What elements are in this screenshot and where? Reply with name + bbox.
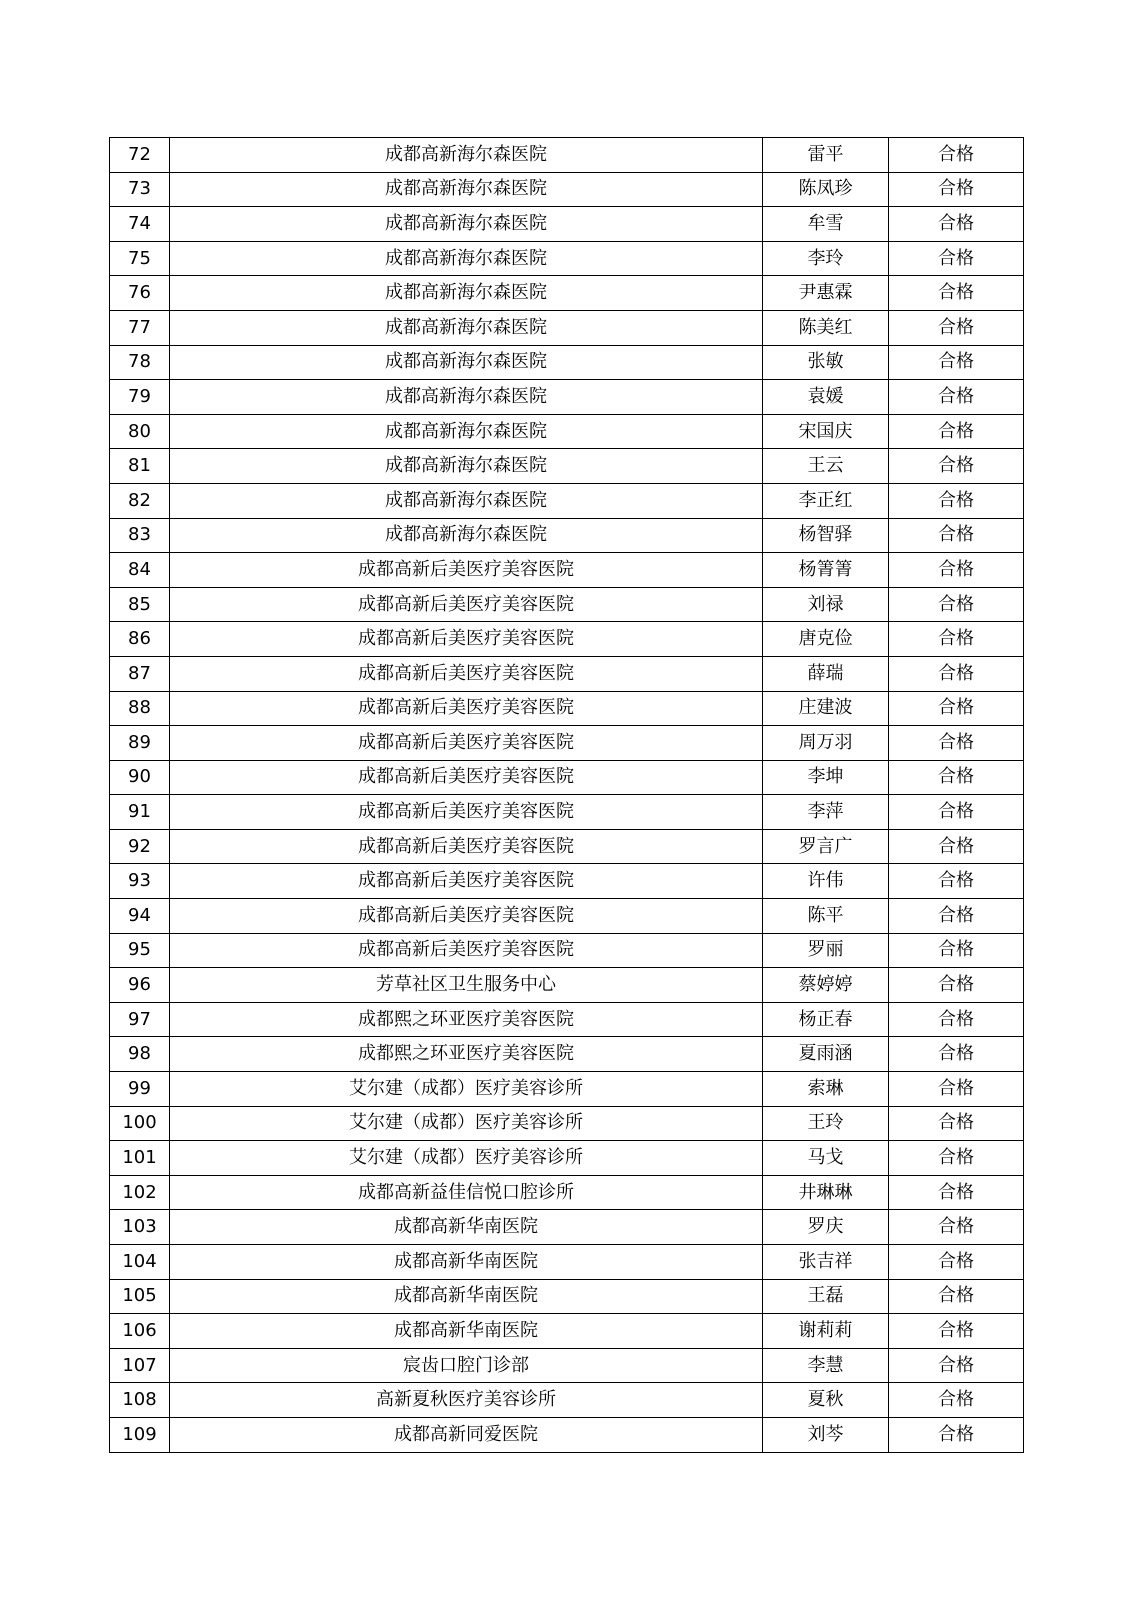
row-number-cell: 93 bbox=[110, 864, 170, 899]
table-row bbox=[110, 553, 1024, 588]
row-number-cell: 95 bbox=[110, 933, 170, 968]
result-cell: 合格 bbox=[889, 899, 1024, 934]
organization-cell: 成都高新华南医院 bbox=[170, 1210, 763, 1245]
table-row bbox=[110, 726, 1024, 761]
table-row bbox=[110, 933, 1024, 968]
result-cell: 合格 bbox=[889, 1383, 1024, 1418]
organization-cell: 成都高新同爱医院 bbox=[170, 1417, 763, 1452]
organization-cell: 成都高新后美医疗美容医院 bbox=[170, 553, 763, 588]
organization-cell: 成都高新后美医疗美容医院 bbox=[170, 622, 763, 657]
row-number-cell: 77 bbox=[110, 310, 170, 345]
person-name-cell: 罗丽 bbox=[763, 933, 889, 968]
person-name-cell: 陈平 bbox=[763, 899, 889, 934]
result-cell: 合格 bbox=[889, 864, 1024, 899]
row-number-cell: 96 bbox=[110, 968, 170, 1003]
organization-cell: 成都高新海尔森医院 bbox=[170, 207, 763, 242]
table-row bbox=[110, 968, 1024, 1003]
row-number-cell: 83 bbox=[110, 518, 170, 553]
organization-cell: 成都高新海尔森医院 bbox=[170, 172, 763, 207]
result-cell: 合格 bbox=[889, 414, 1024, 449]
result-cell: 合格 bbox=[889, 207, 1024, 242]
row-number-cell: 85 bbox=[110, 587, 170, 622]
person-name-cell: 刘禄 bbox=[763, 587, 889, 622]
result-cell: 合格 bbox=[889, 1210, 1024, 1245]
organization-cell: 芳草社区卫生服务中心 bbox=[170, 968, 763, 1003]
person-name-cell: 蔡婷婷 bbox=[763, 968, 889, 1003]
row-number-cell: 109 bbox=[110, 1417, 170, 1452]
person-name-cell: 陈美红 bbox=[763, 310, 889, 345]
organization-cell: 成都高新后美医疗美容医院 bbox=[170, 795, 763, 830]
row-number-cell: 90 bbox=[110, 760, 170, 795]
row-number-cell: 92 bbox=[110, 829, 170, 864]
person-name-cell: 张吉祥 bbox=[763, 1245, 889, 1280]
organization-cell: 成都高新后美医疗美容医院 bbox=[170, 760, 763, 795]
organization-cell: 宸齿口腔门诊部 bbox=[170, 1348, 763, 1383]
organization-cell: 成都高新后美医疗美容医院 bbox=[170, 726, 763, 761]
person-name-cell: 李正红 bbox=[763, 483, 889, 518]
organization-cell: 成都高新后美医疗美容医院 bbox=[170, 829, 763, 864]
person-name-cell: 杨智驿 bbox=[763, 518, 889, 553]
person-name-cell: 庄建波 bbox=[763, 691, 889, 726]
person-name-cell: 雷平 bbox=[763, 138, 889, 173]
result-cell: 合格 bbox=[889, 518, 1024, 553]
row-number-cell: 87 bbox=[110, 656, 170, 691]
organization-cell: 成都高新后美医疗美容医院 bbox=[170, 587, 763, 622]
person-name-cell: 宋国庆 bbox=[763, 414, 889, 449]
person-name-cell: 袁媛 bbox=[763, 380, 889, 415]
result-cell: 合格 bbox=[889, 380, 1024, 415]
person-name-cell: 井琳琳 bbox=[763, 1175, 889, 1210]
person-name-cell: 马戈 bbox=[763, 1141, 889, 1176]
result-cell: 合格 bbox=[889, 553, 1024, 588]
row-number-cell: 79 bbox=[110, 380, 170, 415]
table-row bbox=[110, 1348, 1024, 1383]
result-cell: 合格 bbox=[889, 968, 1024, 1003]
table-row bbox=[110, 1210, 1024, 1245]
organization-cell: 成都高新海尔森医院 bbox=[170, 380, 763, 415]
person-name-cell: 杨箐箐 bbox=[763, 553, 889, 588]
table-row bbox=[110, 241, 1024, 276]
person-name-cell: 唐克俭 bbox=[763, 622, 889, 657]
result-cell: 合格 bbox=[889, 1141, 1024, 1176]
organization-cell: 艾尔建（成都）医疗美容诊所 bbox=[170, 1106, 763, 1141]
person-name-cell: 刘芩 bbox=[763, 1417, 889, 1452]
result-cell: 合格 bbox=[889, 172, 1024, 207]
table-row bbox=[110, 1002, 1024, 1037]
result-cell: 合格 bbox=[889, 1072, 1024, 1107]
organization-cell: 成都高新益佳信悦口腔诊所 bbox=[170, 1175, 763, 1210]
table-row bbox=[110, 1175, 1024, 1210]
result-cell: 合格 bbox=[889, 1245, 1024, 1280]
organization-cell: 成都熙之环亚医疗美容医院 bbox=[170, 1037, 763, 1072]
organization-cell: 成都高新海尔森医院 bbox=[170, 276, 763, 311]
result-cell: 合格 bbox=[889, 656, 1024, 691]
person-name-cell: 杨正春 bbox=[763, 1002, 889, 1037]
person-name-cell: 王玲 bbox=[763, 1106, 889, 1141]
row-number-cell: 105 bbox=[110, 1279, 170, 1314]
organization-cell: 成都高新海尔森医院 bbox=[170, 518, 763, 553]
person-name-cell: 周万羽 bbox=[763, 726, 889, 761]
table-row bbox=[110, 483, 1024, 518]
result-cell: 合格 bbox=[889, 691, 1024, 726]
person-name-cell: 张敏 bbox=[763, 345, 889, 380]
table-row bbox=[110, 691, 1024, 726]
result-cell: 合格 bbox=[889, 1002, 1024, 1037]
result-cell: 合格 bbox=[889, 933, 1024, 968]
organization-cell: 高新夏秋医疗美容诊所 bbox=[170, 1383, 763, 1418]
person-name-cell: 夏秋 bbox=[763, 1383, 889, 1418]
person-name-cell: 李慧 bbox=[763, 1348, 889, 1383]
organization-cell: 成都高新后美医疗美容医院 bbox=[170, 691, 763, 726]
person-name-cell: 王磊 bbox=[763, 1279, 889, 1314]
organization-cell: 成都高新海尔森医院 bbox=[170, 483, 763, 518]
result-cell: 合格 bbox=[889, 1417, 1024, 1452]
table-row bbox=[110, 138, 1024, 173]
person-name-cell: 牟雪 bbox=[763, 207, 889, 242]
organization-cell: 成都高新后美医疗美容医院 bbox=[170, 933, 763, 968]
table-row bbox=[110, 1279, 1024, 1314]
table-row bbox=[110, 795, 1024, 830]
organization-cell: 成都高新海尔森医院 bbox=[170, 241, 763, 276]
organization-cell: 成都高新海尔森医院 bbox=[170, 310, 763, 345]
row-number-cell: 106 bbox=[110, 1314, 170, 1349]
table-row bbox=[110, 380, 1024, 415]
row-number-cell: 78 bbox=[110, 345, 170, 380]
organization-cell: 艾尔建（成都）医疗美容诊所 bbox=[170, 1141, 763, 1176]
result-cell: 合格 bbox=[889, 587, 1024, 622]
row-number-cell: 76 bbox=[110, 276, 170, 311]
result-cell: 合格 bbox=[889, 1175, 1024, 1210]
result-cell: 合格 bbox=[889, 1037, 1024, 1072]
table-row bbox=[110, 1106, 1024, 1141]
organization-cell: 成都高新海尔森医院 bbox=[170, 414, 763, 449]
person-name-cell: 索琳 bbox=[763, 1072, 889, 1107]
person-name-cell: 罗言广 bbox=[763, 829, 889, 864]
person-name-cell: 尹惠霖 bbox=[763, 276, 889, 311]
table-row bbox=[110, 1383, 1024, 1418]
table-row bbox=[110, 207, 1024, 242]
row-number-cell: 102 bbox=[110, 1175, 170, 1210]
result-cell: 合格 bbox=[889, 276, 1024, 311]
organization-cell: 成都高新华南医院 bbox=[170, 1279, 763, 1314]
row-number-cell: 75 bbox=[110, 241, 170, 276]
roster-table-body bbox=[110, 138, 1024, 1453]
person-name-cell: 李坤 bbox=[763, 760, 889, 795]
table-row bbox=[110, 1141, 1024, 1176]
organization-cell: 成都熙之环亚医疗美容医院 bbox=[170, 1002, 763, 1037]
table-row bbox=[110, 345, 1024, 380]
result-cell: 合格 bbox=[889, 1279, 1024, 1314]
result-cell: 合格 bbox=[889, 795, 1024, 830]
person-name-cell: 王云 bbox=[763, 449, 889, 484]
result-cell: 合格 bbox=[889, 483, 1024, 518]
row-number-cell: 94 bbox=[110, 899, 170, 934]
row-number-cell: 84 bbox=[110, 553, 170, 588]
row-number-cell: 103 bbox=[110, 1210, 170, 1245]
organization-cell: 艾尔建（成都）医疗美容诊所 bbox=[170, 1072, 763, 1107]
organization-cell: 成都高新后美医疗美容医院 bbox=[170, 864, 763, 899]
table-row bbox=[110, 276, 1024, 311]
row-number-cell: 86 bbox=[110, 622, 170, 657]
table-row bbox=[110, 449, 1024, 484]
row-number-cell: 98 bbox=[110, 1037, 170, 1072]
table-row bbox=[110, 656, 1024, 691]
table-row bbox=[110, 622, 1024, 657]
result-cell: 合格 bbox=[889, 829, 1024, 864]
row-number-cell: 101 bbox=[110, 1141, 170, 1176]
row-number-cell: 72 bbox=[110, 138, 170, 173]
row-number-cell: 91 bbox=[110, 795, 170, 830]
person-name-cell: 夏雨涵 bbox=[763, 1037, 889, 1072]
row-number-cell: 97 bbox=[110, 1002, 170, 1037]
organization-cell: 成都高新华南医院 bbox=[170, 1314, 763, 1349]
result-cell: 合格 bbox=[889, 622, 1024, 657]
row-number-cell: 74 bbox=[110, 207, 170, 242]
table-row bbox=[110, 310, 1024, 345]
table-row bbox=[110, 1314, 1024, 1349]
organization-cell: 成都高新海尔森医院 bbox=[170, 449, 763, 484]
person-name-cell: 薛瑞 bbox=[763, 656, 889, 691]
result-cell: 合格 bbox=[889, 449, 1024, 484]
row-number-cell: 88 bbox=[110, 691, 170, 726]
table-row bbox=[110, 899, 1024, 934]
table-row bbox=[110, 760, 1024, 795]
result-cell: 合格 bbox=[889, 138, 1024, 173]
person-name-cell: 许伟 bbox=[763, 864, 889, 899]
organization-cell: 成都高新海尔森医院 bbox=[170, 138, 763, 173]
organization-cell: 成都高新后美医疗美容医院 bbox=[170, 899, 763, 934]
person-name-cell: 李萍 bbox=[763, 795, 889, 830]
table-row bbox=[110, 172, 1024, 207]
row-number-cell: 73 bbox=[110, 172, 170, 207]
row-number-cell: 99 bbox=[110, 1072, 170, 1107]
result-cell: 合格 bbox=[889, 1314, 1024, 1349]
row-number-cell: 82 bbox=[110, 483, 170, 518]
result-cell: 合格 bbox=[889, 726, 1024, 761]
organization-cell: 成都高新海尔森医院 bbox=[170, 345, 763, 380]
row-number-cell: 81 bbox=[110, 449, 170, 484]
result-cell: 合格 bbox=[889, 1348, 1024, 1383]
result-cell: 合格 bbox=[889, 241, 1024, 276]
table-row bbox=[110, 1417, 1024, 1452]
person-name-cell: 李玲 bbox=[763, 241, 889, 276]
person-name-cell: 谢莉莉 bbox=[763, 1314, 889, 1349]
organization-cell: 成都高新后美医疗美容医院 bbox=[170, 656, 763, 691]
roster-table bbox=[109, 137, 1024, 1453]
person-name-cell: 罗庆 bbox=[763, 1210, 889, 1245]
result-cell: 合格 bbox=[889, 760, 1024, 795]
table-row bbox=[110, 587, 1024, 622]
row-number-cell: 100 bbox=[110, 1106, 170, 1141]
person-name-cell: 陈凤珍 bbox=[763, 172, 889, 207]
result-cell: 合格 bbox=[889, 345, 1024, 380]
row-number-cell: 104 bbox=[110, 1245, 170, 1280]
row-number-cell: 108 bbox=[110, 1383, 170, 1418]
row-number-cell: 89 bbox=[110, 726, 170, 761]
table-row bbox=[110, 829, 1024, 864]
row-number-cell: 107 bbox=[110, 1348, 170, 1383]
table-row bbox=[110, 1245, 1024, 1280]
organization-cell: 成都高新华南医院 bbox=[170, 1245, 763, 1280]
row-number-cell: 80 bbox=[110, 414, 170, 449]
result-cell: 合格 bbox=[889, 1106, 1024, 1141]
table-row bbox=[110, 518, 1024, 553]
table-row bbox=[110, 414, 1024, 449]
table-row bbox=[110, 1037, 1024, 1072]
result-cell: 合格 bbox=[889, 310, 1024, 345]
table-row bbox=[110, 1072, 1024, 1107]
table-row bbox=[110, 864, 1024, 899]
